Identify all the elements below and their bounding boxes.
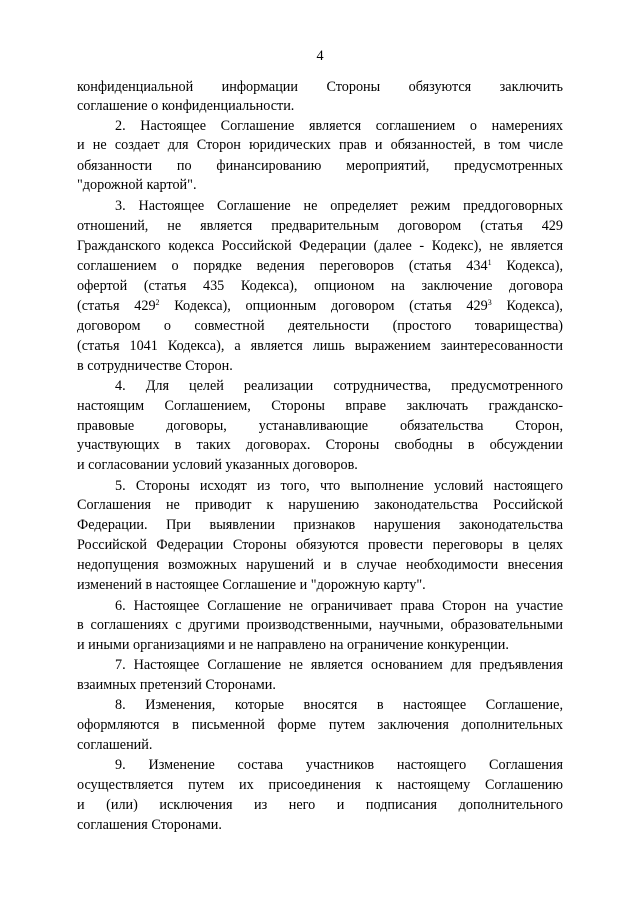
text-run: 9. Изменение состава участников настоящего Соглашения bbox=[115, 757, 563, 773]
text-run: изменений в настоящее Соглашение и "дорожную карту". bbox=[77, 577, 426, 593]
text-line bbox=[77, 137, 563, 154]
text-run: взаимных претензий Сторонами. bbox=[77, 677, 276, 693]
text-line bbox=[115, 378, 563, 395]
text-run: соглашением о порядке ведения переговоров (статья 434 bbox=[77, 258, 488, 274]
text-line bbox=[77, 557, 563, 574]
text-run: конфиденциальной информации Стороны обязуются заключить bbox=[77, 79, 563, 95]
text-run: Федерации. При выявлении признаков нарушения законодательства bbox=[77, 517, 563, 533]
text-line bbox=[77, 158, 563, 175]
text-line bbox=[77, 98, 563, 115]
text-run: 5. Стороны исходят из того, что выполнение условий настоящего bbox=[115, 478, 563, 494]
text-line bbox=[77, 79, 563, 96]
text-run: 2. Настоящее Соглашение является соглашением о намерениях bbox=[115, 118, 563, 134]
text-line bbox=[115, 598, 563, 615]
text-line bbox=[77, 238, 563, 255]
text-run: в соглашениях с другими производственными, научными, образовательными bbox=[77, 617, 563, 633]
text-line bbox=[77, 418, 563, 435]
page-number: 4 bbox=[316, 48, 324, 64]
text-line bbox=[77, 637, 563, 654]
text-run: Гражданского кодекса Российской Федерации (далее - Кодекс), не является bbox=[77, 238, 563, 254]
text-run: и (или) исключения из него и подписания дополнительного bbox=[77, 797, 563, 813]
text-run: соглашений. bbox=[77, 737, 153, 753]
text-run: в сотрудничестве Сторон. bbox=[77, 358, 233, 374]
text-line bbox=[77, 177, 563, 194]
text-line bbox=[77, 318, 563, 335]
text-run: (статья 1041 Кодекса), а является лишь выражением заинтересованности bbox=[77, 338, 563, 354]
text-line bbox=[77, 537, 563, 554]
text-line bbox=[77, 258, 563, 275]
text-line bbox=[77, 457, 563, 474]
text-line bbox=[77, 517, 563, 534]
text-line bbox=[77, 437, 563, 454]
text-run: осуществляется путем их присоединения к настоящему Соглашению bbox=[77, 777, 563, 793]
text-run: 4. Для целей реализации сотрудничества, предусмотренного bbox=[115, 378, 563, 394]
text-run: настоящим Соглашением, Стороны вправе заключать гражданско- bbox=[77, 398, 563, 414]
text-run: правовые договоры, устанавливающие обязательства Сторон, bbox=[77, 418, 563, 434]
text-run: 8. Изменения, которые вносятся в настоящее Соглашение, bbox=[115, 697, 563, 713]
text-line bbox=[77, 717, 563, 734]
text-line bbox=[115, 478, 563, 495]
text-run: соглашения Сторонами. bbox=[77, 817, 222, 833]
text-run: Российской Федерации Стороны обязуются провести переговоры в целях bbox=[77, 537, 563, 553]
text-line bbox=[77, 338, 563, 355]
text-run: соглашение о конфиденциальности. bbox=[77, 98, 295, 114]
text-run: недопущения возможных нарушений и в случае необходимости внесения bbox=[77, 557, 563, 573]
text-run: "дорожной картой". bbox=[77, 177, 197, 193]
text-line bbox=[77, 797, 563, 814]
text-line bbox=[115, 198, 563, 215]
text-run: участвующих в таких договорах. Стороны свободны в обсуждении bbox=[77, 437, 563, 453]
text-run: 6. Настоящее Соглашение не ограничивает права Сторон на участие bbox=[115, 598, 563, 614]
text-run: отношений, не является предварительным договором (статья 429 bbox=[77, 218, 563, 234]
text-line bbox=[77, 298, 563, 315]
superscript: 1 bbox=[487, 258, 492, 267]
text-run: оформляются в письменной форме путем заключения дополнительных bbox=[77, 717, 563, 733]
superscript: 3 bbox=[487, 298, 492, 307]
text-line bbox=[115, 757, 563, 774]
text-line bbox=[77, 358, 563, 375]
text-run: Кодекса), bbox=[491, 258, 563, 274]
text-line bbox=[77, 218, 563, 235]
text-run: Соглашения не приводит к нарушению законодательства Российской bbox=[77, 497, 563, 513]
text-run: и согласовании условий указанных договоров. bbox=[77, 457, 358, 473]
text-run: договором о совместной деятельности (простого товарищества) bbox=[77, 318, 563, 334]
text-line bbox=[77, 497, 563, 514]
text-run: 7. Настоящее Соглашение не является основанием для предъявления bbox=[115, 657, 563, 673]
text-line bbox=[115, 118, 563, 135]
text-run: (статья 429 bbox=[77, 298, 156, 314]
text-line bbox=[77, 617, 563, 634]
text-line bbox=[77, 677, 563, 694]
text-line bbox=[77, 577, 563, 594]
text-line bbox=[77, 737, 563, 754]
text-run: и не создает для Сторон юридических прав и обязанностей, в том числе bbox=[77, 137, 563, 153]
text-run: и иными организациями и не направлено на ограничение конкуренции. bbox=[77, 637, 509, 653]
text-line bbox=[115, 657, 563, 674]
text-line bbox=[77, 817, 563, 834]
text-run: обязанности по финансированию мероприятий, предусмотренных bbox=[77, 158, 563, 174]
text-line bbox=[77, 278, 563, 295]
text-run: 3. Настоящее Соглашение не определяет режим преддоговорных bbox=[115, 198, 563, 214]
superscript: 2 bbox=[155, 298, 160, 307]
text-line bbox=[77, 777, 563, 794]
text-line bbox=[77, 398, 563, 415]
text-line bbox=[115, 697, 563, 714]
text-run: Кодекса), bbox=[491, 298, 563, 314]
text-run: Кодекса), опционным договором (статья 429 bbox=[159, 298, 488, 314]
text-run: офертой (статья 435 Кодекса), опционом на заключение договора bbox=[77, 278, 563, 294]
